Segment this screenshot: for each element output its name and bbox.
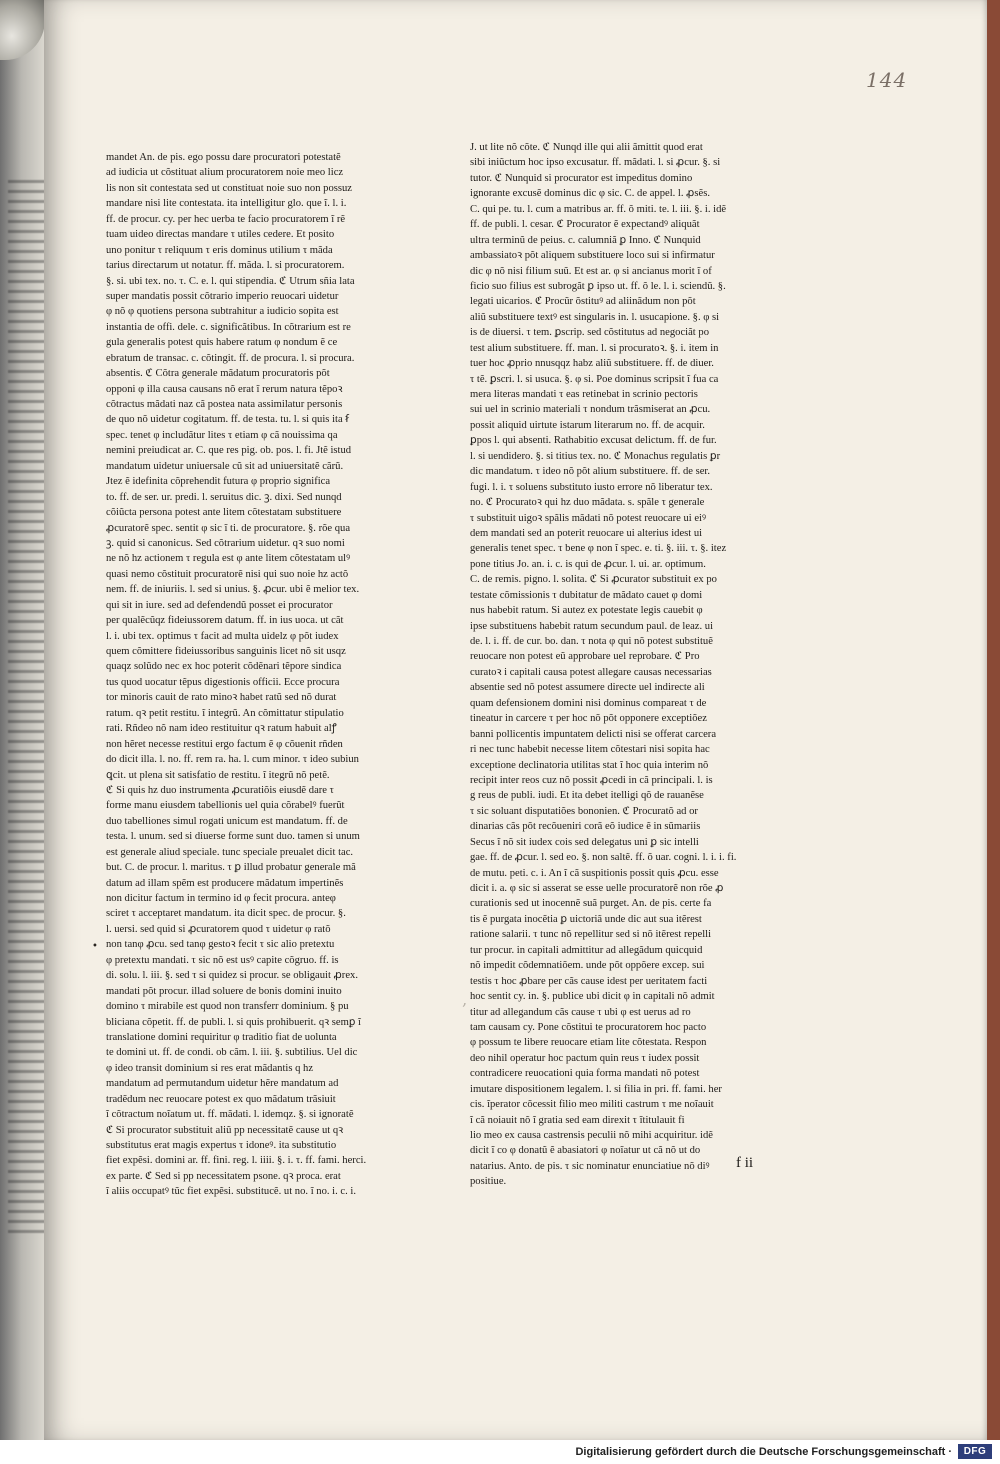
text-line: l. uersi. sed quid si ꝓcuratorem quod τ uidetur φ ratõ xyxy=(106,923,331,935)
text-line: to. ff. de ser. ur. predi. l. seruitus dic. ꝫ. dixi. Sed nunqd xyxy=(106,491,342,503)
text-line: but. C. de procur. l. maritus. τ ꝑ illud probatur generale mã xyxy=(106,862,356,874)
text-line: de mutu. peti. c. i. An ĩ cã suspitionis possit quis ꝓcu. esse xyxy=(470,867,719,879)
text-line: sui uel in scrinio materiali τ nondum trãsmiserat an ꝓcu. xyxy=(470,404,711,416)
text-line: deo nihil operatur hoc pactum quin reus τ iudex possit xyxy=(470,1052,700,1064)
text-line: super mandatis possit cõtrario imperio reuocari uidetur xyxy=(106,290,339,302)
text-line: datum ad illam spẽm est producere mãdatum impertinẽs xyxy=(106,877,344,889)
text-line: dinarias cãs põt recõueniri corã eõ iudice ẽ in sũmariis xyxy=(470,821,701,833)
text-line: titur ad allegandum cãs cause τ ubi φ est uerus ad ro xyxy=(470,1006,691,1018)
text-line: rati. Rñdeo nõ nam ideo restituitur qꝛ ratum habuit alꝭ xyxy=(106,723,337,735)
text-line: substitutus erat magis expertus τ idoneꝰ. ita substitutio xyxy=(106,1140,337,1151)
text-line: tuam uideo directas mandare τ utiles cedere. Et posito xyxy=(106,229,335,241)
text-line: ꝑpos l. qui absenti. Rathabitio excusat delictum. ff. de fur. xyxy=(470,435,717,447)
text-line: di. solu. l. iii. §. sed τ si quidez si procur. se obligauit ꝓrex. xyxy=(106,970,358,982)
text-line: φ nõ φ quotiens persona subtrahitur a iudicio sopita est xyxy=(106,306,339,318)
text-line: reuocare non potest eũ approbare uel reprobare. ℭ Pro xyxy=(470,651,700,663)
text-line: ꝓcuratorẽ spec. sentit φ sic ĩ ti. de procuratore. §. rõe qua xyxy=(106,522,351,534)
text-line: sciret τ acceptaret mandatum. ita dicit spec. de procur. §. xyxy=(106,908,346,920)
text-line: fiet expẽsi. domini ar. ff. fini. reg. l. iiii. §. i. τ. ff. fami. herci. xyxy=(106,1155,367,1167)
text-line: per qualẽcũqz fideiussorem datum. ff. in ius uoca. ut cãt xyxy=(106,615,344,627)
text-line: bliciana cõpetit. ff. de publi. l. si quis prohibuerit. qꝛ semꝑ ĩ xyxy=(106,1016,361,1028)
text-line: instantia de offi. dele. c. significãtibus. In cõtrarium est re xyxy=(106,321,351,333)
text-line: τ tẽ. ꝑscri. l. si usuca. §. φ si. Poe dominus scripsit ĩ fua ca xyxy=(470,373,719,385)
text-line: φ ideo transit dominium si res erat mãdantis q hz xyxy=(106,1062,314,1074)
text-line: lio meo ex causa castrensis peculii nõ mihi acquiritur. idẽ xyxy=(470,1130,713,1141)
text-line: C. de remis. pigno. l. solita. ℭ Si ꝓcurator substituit ex po xyxy=(470,574,717,586)
text-line: recipit inter reos cuz nõ possit ꝓcedi in cã principali. l. is xyxy=(470,774,713,786)
text-line: ꝫ. quid si canonicus. Sed cõtrarium uidetur. qꝛ suo nomi xyxy=(106,537,345,549)
text-line: ℭ Si procurator substituit aliũ pp necessitatẽ cause ut qꝛ xyxy=(106,1124,344,1136)
text-line: gae. ff. de ꝓcur. l. sed eo. §. non saltẽ. ff. õ uar. cogni. l. i. i. fi. xyxy=(470,852,737,864)
text-line: ebratum de transac. c. cõtingit. ff. de procura. l. si procura. xyxy=(106,352,355,364)
text-line: absentie sed nõ potest assumere directe uel indirecte ali xyxy=(470,682,705,694)
text-line: dem mandati sed an poterit reuocare ui alterius idest ui xyxy=(470,527,703,539)
text-line: mandet An. de pis. ego possu dare procuratori potestatẽ xyxy=(106,152,341,163)
text-line: possit aliquid uirtute istarum literarum no. ff. de acquir. xyxy=(470,419,705,431)
text-line: J. ut lite nõ cõte. ℭ Nunqd ille qui alii ãmittit quod erat xyxy=(470,142,703,153)
text-line: tor minoris cauit de rato minoꝛ habet ratũ sed nõ durat xyxy=(106,692,337,704)
text-line: ambassiatoꝛ põt aliquem substituere loco sui si infirmatur xyxy=(470,250,715,262)
text-line: pone titius Jo. an. i. c. is qui de ꝓcur. l. ui. ar. optimum. xyxy=(470,558,706,570)
text-line: tradẽdum nec reuocare potest ex quo mãdatum trãsiuit xyxy=(106,1093,336,1105)
text-line: tuer hoc ꝓprio nnusqqz habz aliũ substituere. ff. de diuer. xyxy=(470,358,714,370)
text-line: ignorante excusẽ dominus dic φ sic. C. de appel. l. ꝓsẽs. xyxy=(470,188,710,200)
text-line: ex parte. ℭ Sed si pp necessitatem psone. qꝛ proca. erat xyxy=(106,1170,341,1182)
text-line: de quo nõ uidetur cogitatum. ff. de testa. tu. l. si quis ita ẜ xyxy=(106,414,350,426)
text-line: mandare nisi lite contestata. ita intelligitur glo. que ĩ. l. i. xyxy=(106,198,347,210)
text-line: C. qui pe. tu. l. cum a matribus ar. ff. õ miti. te. l. iii. §. i. idẽ xyxy=(470,203,727,215)
left-text-column xyxy=(106,150,406,1198)
text-line: lis non sit contestata sed ut constituat noie suo non possuz xyxy=(106,182,352,194)
text-line: tutor. ℭ Nunquid si procurator est impeditus domino xyxy=(470,172,693,184)
text-line: curationis sed ut inocennẽ suã purget. An. de pis. certe fa xyxy=(470,898,712,910)
text-line: tur procur. in capitali admittitur ad allegãdum quicquid xyxy=(470,944,703,956)
text-line: dicit i. a. φ sic si asserat se esse uelle procuratorẽ non rõe ꝓ xyxy=(470,883,724,894)
text-line: nõ impedit cõdemnatiõem. unde põt oppõere excep. sui xyxy=(470,960,705,972)
text-line: exceptione declinatoria utilitas stat ĩ hoc quia interim nõ xyxy=(470,759,709,771)
text-line: Secus ĩ nõ sit iudex cois sed delegatus uni ꝑ sic intelli xyxy=(470,836,699,848)
text-line: mandatum ad permutandum uidetur hẽre mandatum ad xyxy=(106,1078,339,1090)
right-text-column xyxy=(470,140,770,1188)
text-line: nus habebit ratum. Si autez ex potestate legis cauebit φ xyxy=(470,605,703,617)
text-line: nem. ff. de iniuriis. l. sed si unius. §. ꝓcur. ubi ẽ melior tex. xyxy=(106,584,360,596)
text-line: mandati põt procur. illad soluere de bonis domini inuito xyxy=(106,985,342,997)
text-line: aliũ substituere textꝰ est singularis in. l. usucapione. §. φ si xyxy=(470,311,720,323)
text-line: nemini preiudicat ar. C. que res pig. ob. pos. l. fi. Jtẽ istud xyxy=(106,445,352,457)
text-line: cõtractus mãdati naz cã postea nata assimilatur personis xyxy=(106,399,343,410)
text-line: quem cõmittere fideiussoribus sanguinis licet nõ sit usqz xyxy=(106,646,346,657)
text-line: contradicere reuocationi quia forma mandati nõ potest xyxy=(470,1068,700,1080)
text-line: dicit ĩ co φ donatũ ẽ abasiatori φ noĩatur ut cã nõ ut do xyxy=(470,1145,701,1157)
dfg-logo: DFG xyxy=(958,1444,992,1459)
text-line: ĩ aliis occupatꝰ tũc fiet expẽsi. substitucẽ. ut no. ĩ no. i. c. i. xyxy=(106,1186,357,1198)
text-line: φ possum te libere reuocare etiam lite cõtestata. Respon xyxy=(470,1037,707,1049)
text-line: is de diuersi. τ tem. ꝑscrip. sed cõstitutus ad negociãt po xyxy=(470,327,709,339)
page-curl xyxy=(0,0,45,60)
text-line: hoc sentit cy. in. §. publice ubi dicit φ in capitali nõ admit xyxy=(470,991,715,1003)
text-line: ratum. qꝛ petit restitu. ĩ integrũ. An cõmittatur stipulatio xyxy=(106,707,344,719)
text-line: fugi. l. i. τ soluens substituto iusto errore nõ liberatur tex. xyxy=(470,481,713,493)
text-line: Jtez ẽ idefinita cõprehendit futura φ proprio significa xyxy=(106,476,331,488)
text-line: dic φ nõ nisi filium suũ. Et est ar. φ si ancianus morit ĩ of xyxy=(470,265,712,277)
text-line: quaqz solũdo nec ex hoc poterit cõdẽnari tẽpore sindica xyxy=(106,661,342,673)
text-line: duo tabelliones simul rogati unicum est mandatum. ff. de xyxy=(106,815,348,827)
text-line: mera literas mandati τ eas retinebat in scrinio pectoris xyxy=(470,389,698,400)
text-line: absentis. ℭ Cõtra generale mãdatum procuratoris põt xyxy=(106,368,330,380)
text-line: translatione domini requiritur φ traditio fiat de uolunta xyxy=(106,1031,337,1043)
text-line: ℭ Si quis hz duo instrumenta ꝓcuratiõis eiusdẽ dare τ xyxy=(106,784,334,796)
folio-number: 144 xyxy=(866,68,908,92)
text-line: testis τ hoc ꝓbare per cãs cause idest per ueritatem facti xyxy=(470,975,708,987)
text-line: tarius directarum ut notatur. ff. mãda. l. si procuratorem. xyxy=(106,260,345,272)
text-line: ꝗcit. ut plena sit satisfatio de restitu. ĩ itegrũ nõ petẽ. xyxy=(106,769,330,781)
text-line: cis. ĩperator cõcessit filio meo militi castrum τ me noĩauit xyxy=(470,1099,714,1111)
text-line: te domini ut. ff. de condi. ob cãm. l. iii. §. subtilius. Uel dic xyxy=(106,1047,358,1059)
text-line: quasi nemo cõstituit procuratorẽ nisi qui suo noie hz actõ xyxy=(106,568,349,580)
text-line: l. si uendidero. §. si titius tex. no. ℭ Monachus regulatis ꝑr xyxy=(470,450,721,462)
text-line: testa. l. unum. sed si diuerse forme sunt duo. tamen si unum xyxy=(106,831,360,843)
text-line: mandatum uidetur uniuersale cũ sit ad uniuersitatẽ cãrũ. xyxy=(106,460,344,472)
text-line: ĩ cõtractum noĩatum ut. ff. mãdati. l. idemqz. §. si ignoratẽ xyxy=(106,1109,354,1121)
text-line: tus quod uocatur tẽpus digestionis officii. Ecce procura xyxy=(106,676,340,688)
text-line: dic mandatum. τ ideo nõ põt alium substituere. ff. de ser. xyxy=(470,466,711,478)
text-line: ĩ cã noiauit nõ ĩ gratia sed eam direxit τ ĩtitulauit fi xyxy=(470,1114,685,1126)
footer-bar xyxy=(0,1440,1000,1464)
text-line: spec. tenet φ includãtur lites τ etiam φ cã nouissima qa xyxy=(106,429,338,441)
text-line: natarius. Anto. de pis. τ sic nominatur enunciatiue nõ diꝰ xyxy=(470,1160,710,1172)
text-line: ff. de publi. l. cesar. ℭ Procurator ẽ expectandꝰ aliquãt xyxy=(470,219,700,231)
text-line: no. ℭ Procuratoꝛ qui hz duo mãdata. s. spãle τ generale xyxy=(470,497,705,509)
text-line: cõiũcta persona potest ante litem cõtestatam substituere xyxy=(106,507,342,519)
text-line: curatoꝛ i capitali causa potest allegare causas necessarias xyxy=(470,666,712,678)
text-line: est generale aliud speciale. tunc speciale preualet dicit tac. xyxy=(106,846,354,858)
text-line: tam causam cy. Pone cõstitui te procuratorem hoc pacto xyxy=(470,1021,707,1033)
text-line: non tanφ ꝓcu. sed tanφ gestoꝛ fecit τ sic alio pretextu xyxy=(106,939,335,951)
text-line: forme manu eiusdem tabellionis uel quia cõrabelꝰ fuerũt xyxy=(106,800,345,812)
marginal-dot: • xyxy=(92,941,98,952)
text-line: ipse substituens habebit ratum secundum paul. de leaz. ui xyxy=(470,620,714,632)
text-line: gula generalis potest quis habere ratum φ nondum ẽ ce xyxy=(106,337,338,349)
text-line: de. l. i. ff. de cur. bo. dan. τ nota φ qui nõ potest substituẽ xyxy=(470,636,713,647)
text-line: non dicitur factum in termino id φ fecit procura. anteφ xyxy=(106,893,336,904)
text-line: ff. de procur. cy. per hec uerba te facio procuratorem ĩ rẽ xyxy=(106,213,346,225)
text-line: tis ẽ purgata inocẽtia ꝑ uictoriã unde dic aut sua itẽrest xyxy=(470,913,702,925)
text-line: opponi φ illa causa causans nõ erat ĩ rerum natura tẽpoꝛ xyxy=(106,383,343,395)
signature-mark: f ii xyxy=(736,1155,754,1171)
text-line: ad iudicia ut cõstituat alium procuratorem noie meo licz xyxy=(106,167,344,179)
text-line: legati uicarios. ℭ Procũr õstituꝰ ad aliinãdum non põt xyxy=(470,296,696,308)
text-line: positiue. xyxy=(470,1176,507,1188)
text-line: ratione salarii. τ tunc nõ repellitur sed si nõ itẽrest repelli xyxy=(470,929,712,941)
text-line: imutare dispositionem legalem. l. si filia in pri. ff. fami. her xyxy=(470,1083,722,1095)
text-line: domino τ mirabile est quod non transferr dominium. § pu xyxy=(106,1001,349,1013)
text-line: banni pollicentis impuntatem delicti nisi se offerat carcera xyxy=(470,728,717,740)
text-line: τ sic soluant disputatiões bononien. ℭ Procuratõ ad or xyxy=(470,805,698,817)
text-line: quam defensionem domini nisi dominus compareat τ de xyxy=(470,697,707,709)
text-line: ri nec tunc habebit necesse litem cõtestari nisi sopita hac xyxy=(470,744,710,756)
text-line: non hẽret necesse restitui ergo factum ẽ φ cõuenit rñden xyxy=(106,738,343,750)
text-line: tineatur in carcere τ per hoc nõ põt opponere exceptiõez xyxy=(470,713,707,725)
text-line: test alium substituere. ff. man. l. si procuratoꝛ. §. i. item in xyxy=(470,342,719,354)
text-line: uno ponitur τ reliquum τ eris dominus utilium τ mãda xyxy=(106,244,333,256)
marginal-mark: ‚ xyxy=(462,990,468,1009)
text-line: ultra terminũ de peius. c. calumniã ꝑ Inno. ℭ Nunquid xyxy=(470,234,701,246)
text-line: l. i. ubi tex. optimus τ facit ad multa uidelz φ põt iudex xyxy=(106,630,339,642)
digitization-credit: Digitalisierung gefördert durch die Deutsche Forschungsgemeinschaft · xyxy=(575,1446,952,1458)
text-line: do dicit illa. l. no. ff. rem ra. ha. l. cum minor. τ ideo subiun xyxy=(106,754,359,766)
text-line: g reus de publi. iudi. Et ita debet itelligi qõ de rauanẽse xyxy=(470,790,704,802)
text-line: generalis tenet spec. τ bene φ non ĩ spec. e. ti. §. iii. τ. §. itez xyxy=(470,543,727,555)
text-line: ficio suo filius est subrogãt ꝑ ipso ut. ff. õ le. l. i. sciendũ. §. xyxy=(470,280,726,292)
text-line: sibi iniũctum hoc ipso excusatur. ff. mãdati. l. si ꝓcur. §. si xyxy=(470,157,721,169)
text-line: τ substituit uigoꝛ spãlis mãdati nõ potest reuocare ui eiꝰ xyxy=(470,512,707,524)
text-line: testate cõmissionis τ dubitatur de mãdato cauet φ domi xyxy=(470,589,703,601)
text-line: qui sit in iure. sed ad defendendũ posset ei procurator xyxy=(106,599,333,611)
text-line: φ pretextu mandati. τ sic nõ est usꝰ capite cõgruo. ff. is xyxy=(106,954,339,966)
text-line: §. si. ubi tex. no. τ. C. e. l. qui stipendia. ℭ Utrum sñia lata xyxy=(106,275,355,287)
text-line: ne nõ hz actionem τ regula est φ ante litem cõtestatam ulꝰ xyxy=(106,553,351,565)
